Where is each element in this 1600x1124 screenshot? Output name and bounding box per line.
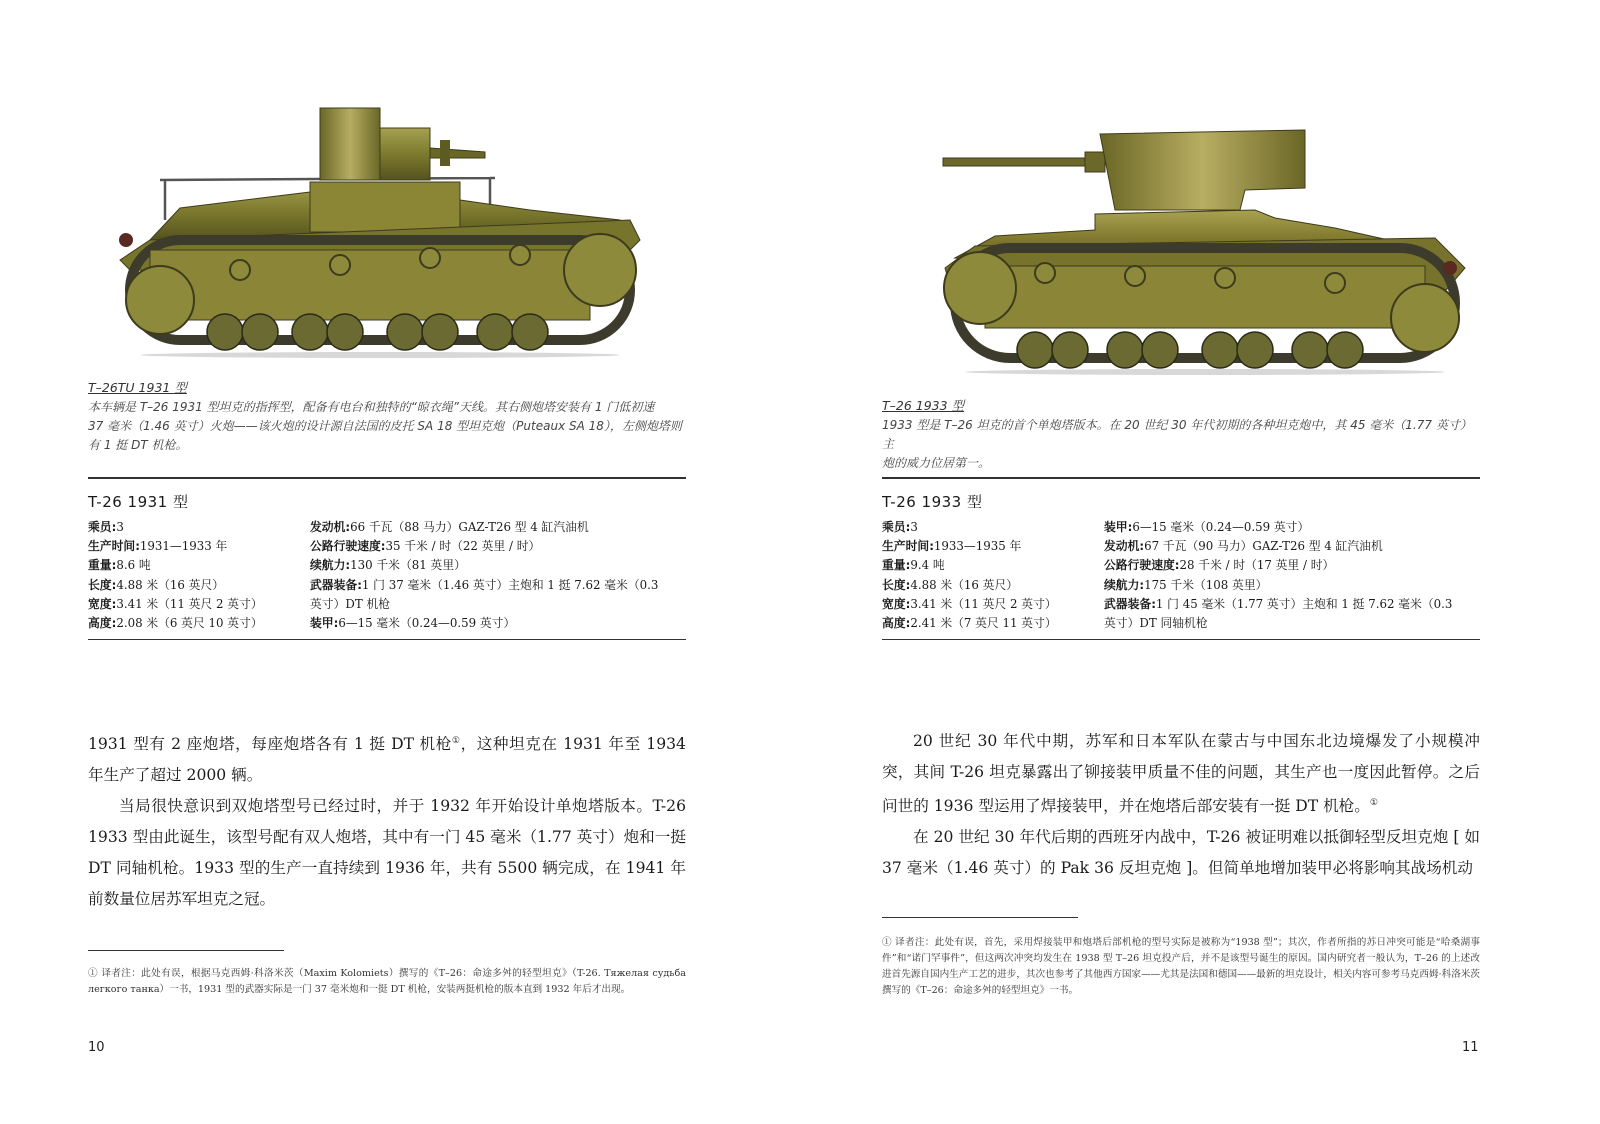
spec-row: 英寸）DT 机枪 — [310, 596, 391, 611]
body-text — [88, 726, 686, 915]
spec-row: 重量:9.4 吨 — [882, 558, 945, 573]
spec-table — [88, 477, 686, 640]
spec-row: 宽度:3.41 米（11 英尺 2 英寸） — [88, 596, 263, 611]
caption-title: T–26 1933 型 — [882, 398, 965, 413]
spec-row: 公路行驶速度:35 千米 / 时（22 英里 / 时） — [310, 539, 541, 554]
spec-row: 武器装备:1 门 37 毫米（1.46 英寸）主炮和 1 挺 7.62 毫米（0.3 — [310, 577, 659, 592]
spec-row: 装甲:6—15 毫米（0.24—0.59 英寸） — [310, 616, 516, 631]
paragraph: 20 世纪 30 年代中期，苏军和日本军队在蒙古与中国东北边境爆发了小规模冲突，其间 T-26 坦克暴露出了铆接装甲质量不佳的问题，其生产也一度因此暂停。之后问世的 1936 型运用了焊接装甲，并在炮塔后部安装有一挺 DT 机枪。① — [882, 732, 1480, 816]
caption-line: 炮的威力位居第一。 — [882, 456, 991, 470]
tank-caption — [88, 378, 688, 455]
spec-row: 发动机:66 千瓦（88 马力）GAZ-T26 型 4 缸汽油机 — [310, 520, 589, 534]
footnote-rule — [88, 950, 284, 951]
caption-line: 有 1 挺 DT 机枪。 — [88, 438, 188, 452]
spec-row: 生产时间:1931—1933 年 — [88, 539, 228, 554]
spec-row: 高度:2.41 米（7 英尺 11 英寸） — [882, 616, 1057, 631]
spec-row: 续航力:130 千米（81 英里） — [310, 558, 466, 573]
spec-title: T-26 1933 型 — [882, 493, 983, 511]
spec-table — [882, 477, 1480, 640]
spec-column-1 — [88, 518, 310, 633]
spec-row: 续航力:175 千米（108 英里） — [1104, 577, 1268, 592]
caption-title: T–26TU 1931 型 — [88, 380, 187, 395]
footnote: ① 译者注：此处有误，首先，采用焊接装甲和炮塔后部机枪的型号实际是被称为“1938 型”；其次，作者所指的苏日冲突可能是“哈桑湖事件”和“诺门罕事件”，但这两次冲突均发生在 1938 型 T–26 坦克投产后，并不是该型号诞生的原因。国内研究者一般认为，T–26 的上述改进首先源自国内生产工艺的进步，其次也参考了其他西方国家——尤其是法国和德国——最新的坦克设计，相关内容可参考马克西姆·科洛米茨撰写的《T–26：命途多舛的轻型坦克》一书。 — [882, 937, 1480, 996]
paragraph: 当局很快意识到双炮塔型号已经过时，并于 1932 年开始设计单炮塔版本。T-26 1933 型由此诞生，该型号配有双人炮塔，其中有一门 45 毫米（1.77 英寸）炮和一挺 DT 同轴机枪。1933 型的生产一直持续到 1936 年，共有 5500 辆完成，在 1941 年前数量位居苏军坦克之冠。 — [88, 797, 686, 909]
spec-row: 英寸）DT 同轴机枪 — [1104, 616, 1208, 631]
page-number: 10 — [88, 1040, 105, 1055]
spec-row: 乘员:3 — [88, 520, 124, 534]
paragraph: 1931 型有 2 座炮塔，每座炮塔各有 1 挺 DT 机枪①，这种坦克在 1931 年至 1934 年生产了超过 2000 辆。 — [88, 735, 686, 785]
spec-row: 宽度:3.41 米（11 英尺 2 英寸） — [882, 596, 1057, 611]
footnote-marker[interactable]: ① — [451, 736, 461, 746]
spec-column-2 — [1104, 518, 1452, 633]
paragraph: 在 20 世纪 30 年代后期的西班牙内战中，T-26 被证明难以抵御轻型反坦克炮 [ 如 37 毫米（1.46 英寸）的 Pak 36 反坦克炮 ]。但简单地增加装甲必将影响其战场机动 — [882, 828, 1480, 878]
spec-row: 生产时间:1933—1935 年 — [882, 539, 1022, 554]
caption-line: 本车辆是 T–26 1931 型坦克的指挥型，配备有电台和独特的“晾衣绳”天线。其右侧炮塔安装有 1 门低初速 — [88, 400, 655, 414]
page-number: 11 — [1462, 1040, 1479, 1055]
spec-column-2 — [310, 518, 658, 633]
spec-row: 发动机:67 千瓦（90 马力）GAZ-T26 型 4 缸汽油机 — [1104, 539, 1383, 554]
right-page — [800, 0, 1600, 1124]
spec-row: 长度:4.88 米（16 英尺） — [882, 577, 1019, 592]
tank-illustration-t26tu-1931 — [110, 100, 650, 360]
tank-caption — [882, 396, 1482, 473]
spec-column-1 — [882, 518, 1104, 633]
body-text — [882, 726, 1480, 884]
spec-row: 公路行驶速度:28 千米 / 时（17 英里 / 时） — [1104, 558, 1335, 573]
caption-line: 1933 型是 T–26 坦克的首个单炮塔版本。在 20 世纪 30 年代初期的各种坦克炮中，其 45 毫米（1.77 英寸）主 — [882, 418, 1472, 451]
spec-row: 装甲:6—15 毫米（0.24—0.59 英寸） — [1104, 520, 1310, 534]
spec-row: 重量:8.6 吨 — [88, 558, 151, 573]
spec-row: 长度:4.88 米（16 英尺） — [88, 577, 225, 592]
spec-row: 武器装备:1 门 45 毫米（1.77 英寸）主炮和 1 挺 7.62 毫米（0.3 — [1104, 596, 1453, 611]
footnote-marker[interactable]: ① — [1369, 798, 1378, 808]
caption-line: 37 毫米（1.46 英寸）火炮——该火炮的设计源自法国的皮托 SA 18 型坦克炮（Puteaux SA 18），左侧炮塔则 — [88, 419, 682, 433]
spec-row: 乘员:3 — [882, 520, 918, 534]
tank-illustration-t26-1933 — [935, 118, 1475, 378]
footnote-rule — [882, 917, 1078, 918]
footnote: ① 译者注：此处有误，根据马克西姆·科洛米茨（Maxim Kolomiets）撰写的《T–26：命途多舛的轻型坦克》（T-26. Тяжелая судьба легкого танка）一书，1931 型的武器实际是一门 37 毫米炮和一挺 DT 机枪，安装两挺机枪的版本直到 1932 年后才出现。 — [88, 968, 686, 995]
spec-row: 高度:2.08 米（6 英尺 10 英寸） — [88, 616, 263, 631]
spec-title: T-26 1931 型 — [88, 493, 189, 511]
